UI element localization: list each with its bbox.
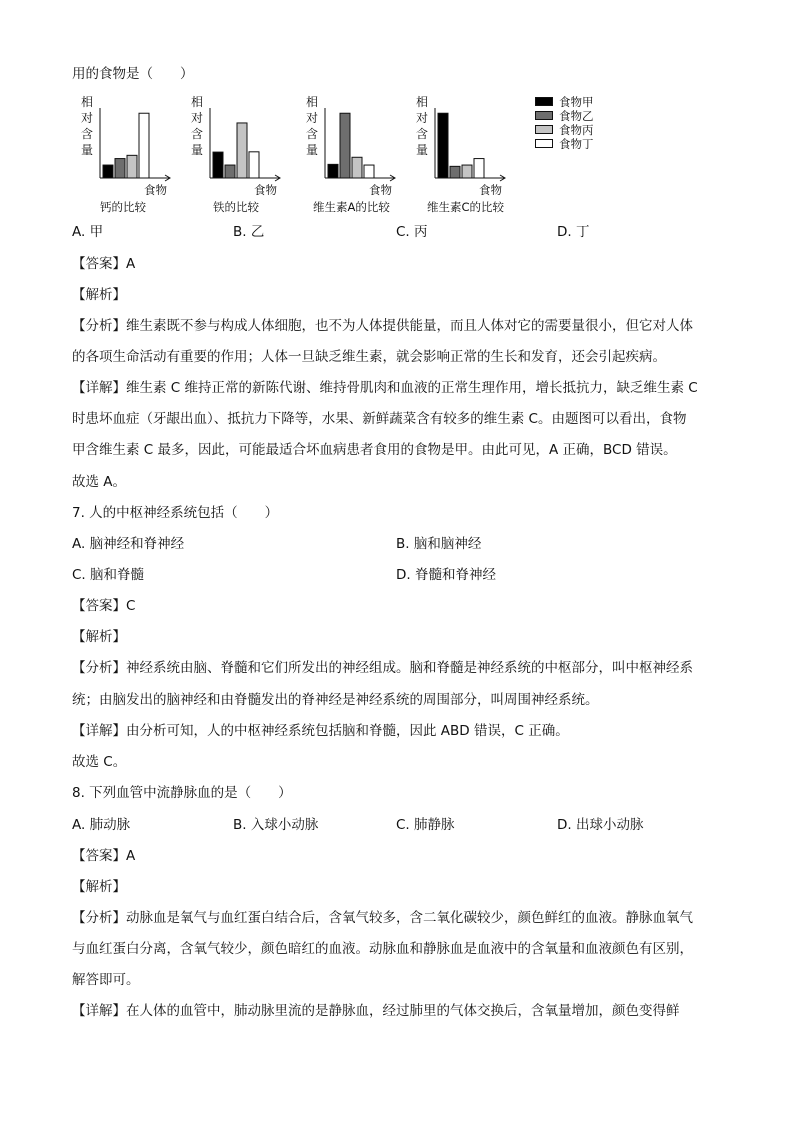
q8-stem: 8. 下列血管中流静脉血的是（ ） xyxy=(72,785,292,801)
q6-fenxi-line-2: 的各项生命活动有重要的作用；人体一旦缺乏维生素，就会影响正常的生长和发育，还会引起疾病。 xyxy=(72,349,666,365)
chart-vitamin-a xyxy=(295,90,405,215)
legend-swatch xyxy=(535,139,553,148)
q6-option-a: A. 甲 xyxy=(72,224,104,240)
answer-value: A xyxy=(126,256,136,272)
q6-xiangjie-line-2: 时患坏血症（牙龈出血）、抵抗力下降等，水果、新鲜蔬菜含有较多的维生素 C。由题图可以看出，食物 xyxy=(72,411,687,427)
q7-answer-line xyxy=(72,596,135,616)
fenxi-text: 神经系统由脑、脊髓和它们所发出的神经组成。脑和脊髓是神经系统的中枢部分，叫中枢神经系 xyxy=(126,660,693,676)
chart-svg xyxy=(180,90,290,190)
q8-analysis-tag: 【解析】 xyxy=(72,879,126,895)
bar-2 xyxy=(450,166,460,178)
chart-xlabel: 食物 xyxy=(479,183,502,197)
chart-ylabel: 相 对 含 量 xyxy=(305,95,318,157)
chart-svg xyxy=(295,90,405,190)
answer-tag: 【答案】 xyxy=(72,598,126,614)
q7-fenxi-line-2: 统；由脑发出的脑神经和由脊髓发出的脊神经是神经系统的周围部分，叫周围神经系统。 xyxy=(72,692,599,708)
chart-vitamin-c xyxy=(405,90,515,215)
q7-option-d: D. 脊髓和脊神经 xyxy=(396,567,496,583)
q6-answer-line xyxy=(72,254,135,274)
xiangjie-tag: 【详解】 xyxy=(72,380,126,396)
answer-tag: 【答案】 xyxy=(72,256,126,272)
fenxi-tag: 【分析】 xyxy=(72,318,126,334)
bar-4 xyxy=(474,159,484,178)
xiangjie-tag: 【详解】 xyxy=(72,723,126,739)
legend-label: 食物丙 xyxy=(559,123,594,137)
bar-3 xyxy=(462,165,472,178)
legend-swatch xyxy=(535,111,553,120)
xiangjie-tag: 【详解】 xyxy=(72,1003,126,1019)
bar-1 xyxy=(328,164,338,178)
bar-4 xyxy=(364,165,374,178)
bar-3 xyxy=(352,157,362,178)
answer-tag: 【答案】 xyxy=(72,848,126,864)
chart-title: 铁的比较 xyxy=(213,200,259,214)
q8-answer-line xyxy=(72,846,135,866)
q8-option-d: D. 出球小动脉 xyxy=(557,817,644,833)
chart-ylabel: 相 对 含 量 xyxy=(415,95,428,157)
chart-xlabel: 食物 xyxy=(254,183,277,197)
legend-label: 食物丁 xyxy=(559,137,594,151)
fenxi-tag: 【分析】 xyxy=(72,660,126,676)
bar-3 xyxy=(237,123,247,178)
bar-3 xyxy=(127,155,137,178)
fenxi-text: 维生素既不参与构成人体细胞，也不为人体提供能量，而且人体对它的需要量很小，但它对人体 xyxy=(126,318,693,334)
bar-1 xyxy=(213,152,223,178)
fenxi-tag: 【分析】 xyxy=(72,910,126,926)
q7-option-a: A. 脑神经和脊神经 xyxy=(72,536,185,552)
bar-1 xyxy=(438,113,448,178)
legend-swatch xyxy=(535,97,553,106)
xiangjie-text: 在人体的血管中，肺动脉里流的是静脉血，经过肺里的气体交换后，含氧量增加，颜色变得鲜 xyxy=(126,1003,680,1019)
bar-4 xyxy=(249,152,259,178)
q7-conclusion: 故选 C。 xyxy=(72,754,127,770)
answer-value: A xyxy=(126,848,136,864)
bar-charts-group xyxy=(70,90,630,220)
q7-analysis-tag: 【解析】 xyxy=(72,629,126,645)
legend-swatch xyxy=(535,125,553,134)
chart-title: 维生素C的比较 xyxy=(427,200,505,214)
chart-title: 维生素A的比较 xyxy=(313,200,390,214)
q8-xiangjie-line-1 xyxy=(72,1001,680,1021)
chart-svg xyxy=(405,90,515,190)
q6-option-d: D. 丁 xyxy=(557,224,590,240)
q6-option-b: B. 乙 xyxy=(233,224,265,240)
q8-option-c: C. 肺静脉 xyxy=(396,817,455,833)
q7-option-b: B. 脑和脑神经 xyxy=(396,536,482,552)
bar-2 xyxy=(340,113,350,178)
answer-value: C xyxy=(126,598,136,614)
bar-2 xyxy=(115,159,125,178)
legend-label: 食物甲 xyxy=(559,95,594,109)
chart-svg xyxy=(70,90,180,190)
q7-option-c: C. 脑和脊髓 xyxy=(72,567,145,583)
q8-fenxi-line-1 xyxy=(72,908,693,928)
q7-fenxi-line-1 xyxy=(72,658,693,678)
chart-title: 钙的比较 xyxy=(100,200,146,214)
chart-iron xyxy=(180,90,290,215)
q6-conclusion: 故选 A。 xyxy=(72,474,127,490)
q6-option-c: C. 丙 xyxy=(396,224,428,240)
question-6-stem-tail: 用的食物是（ ） xyxy=(72,66,194,82)
q8-fenxi-line-2: 与血红蛋白分离，含氧气较少，颜色暗红的血液。动脉血和静脉血是血液中的含氧量和血液颜色有区别， xyxy=(72,941,693,957)
fenxi-text: 动脉血是氧气与血红蛋白结合后，含氧气较多，含二氧化碳较少，颜色鲜红的血液。静脉血氧气 xyxy=(126,910,693,926)
q8-option-b: B. 入球小动脉 xyxy=(233,817,319,833)
q8-option-a: A. 肺动脉 xyxy=(72,817,131,833)
q7-stem: 7. 人的中枢神经系统包括（ ） xyxy=(72,505,279,521)
chart-xlabel: 食物 xyxy=(144,183,167,197)
xiangjie-text: 由分析可知，人的中枢神经系统包括脑和脊髓，因此 ABD 错误，C 正确。 xyxy=(126,723,569,739)
bar-4 xyxy=(139,113,149,178)
q8-fenxi-line-3: 解答即可。 xyxy=(72,972,140,988)
q6-xiangjie-line-1 xyxy=(72,378,698,398)
chart-xlabel: 食物 xyxy=(369,183,392,197)
xiangjie-text: 维生素 C 维持正常的新陈代谢、维持骨肌肉和血液的正常生理作用，增长抵抗力，缺乏维生素 C xyxy=(126,380,698,396)
q7-xiangjie-line-1 xyxy=(72,721,569,741)
q6-fenxi-line-1 xyxy=(72,316,693,336)
legend-label: 食物乙 xyxy=(559,109,594,123)
chart-ylabel: 相 对 含 量 xyxy=(80,95,93,157)
bar-1 xyxy=(103,165,113,178)
q6-analysis-tag: 【解析】 xyxy=(72,287,126,303)
q6-xiangjie-line-3: 甲含维生素 C 最多，因此，可能最适合坏血病患者食用的食物是甲。由此可见，A 正确，BCD 错误。 xyxy=(72,442,677,458)
chart-ylabel: 相 对 含 量 xyxy=(190,95,203,157)
bar-2 xyxy=(225,165,235,178)
chart-calcium xyxy=(70,90,180,215)
